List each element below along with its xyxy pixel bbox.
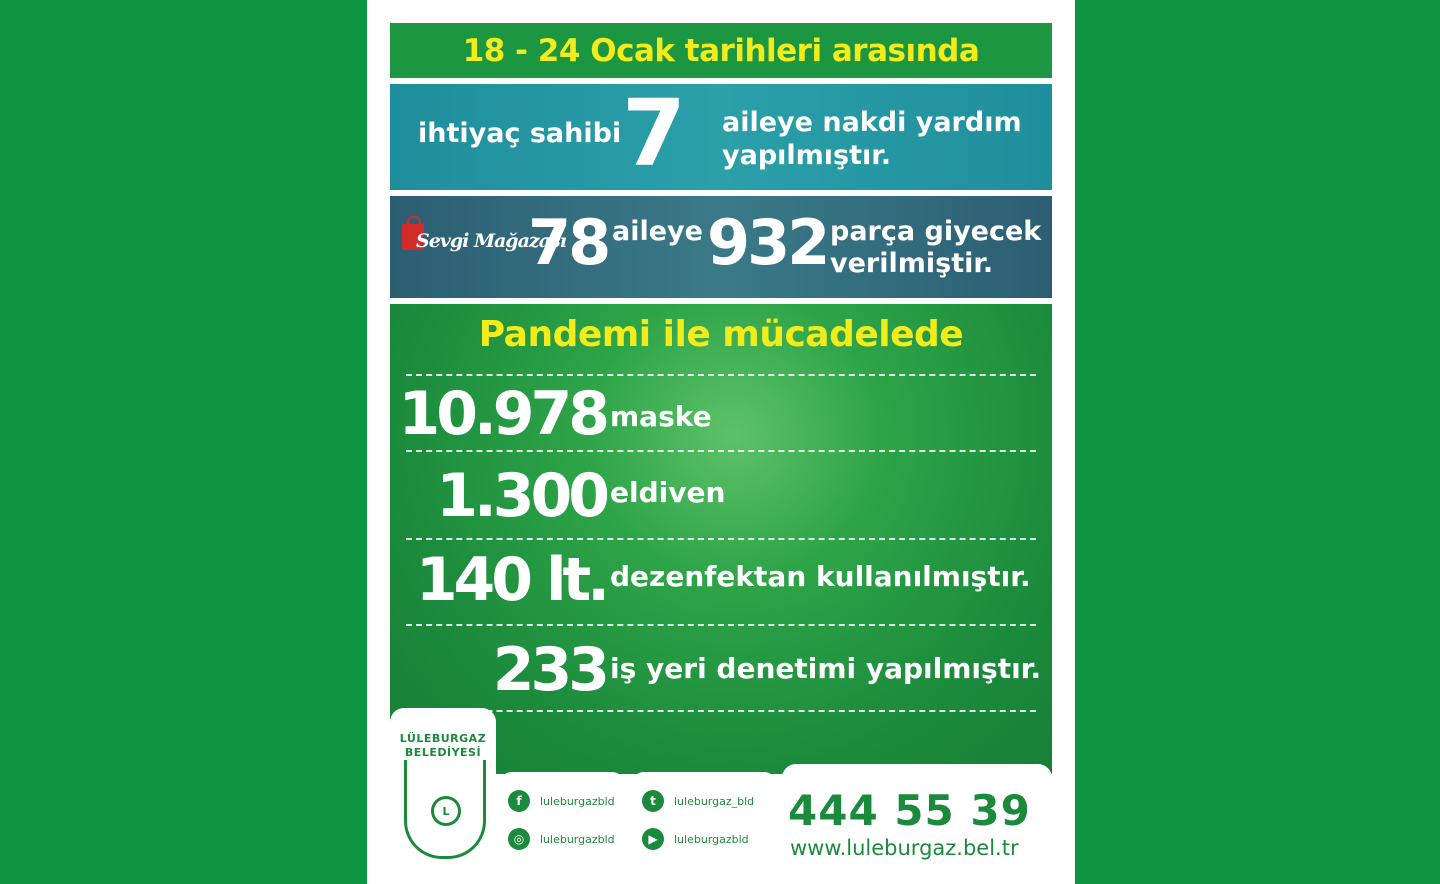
glove-label: eldiven bbox=[610, 476, 726, 509]
store-pieces-count: 932 bbox=[707, 206, 828, 279]
social-card-left bbox=[498, 772, 626, 884]
phone-number[interactable]: 444 55 39 bbox=[788, 786, 1031, 835]
instagram-handle: luleburgazbld bbox=[540, 832, 615, 846]
glove-count: 1.300 bbox=[436, 461, 606, 531]
municipality-emblem-icon bbox=[404, 760, 486, 859]
date-range-header bbox=[390, 23, 1052, 78]
social-youtube[interactable] bbox=[642, 828, 749, 850]
pandemic-title: Pandemi ile mücadelede bbox=[478, 314, 964, 355]
divider bbox=[406, 450, 1036, 452]
pandemic-panel bbox=[390, 304, 1052, 774]
emblem-letter: L bbox=[431, 796, 461, 826]
cash-aid-prefix: ihtiyaç sahibi bbox=[418, 118, 622, 149]
youtube-icon: ▶ bbox=[642, 828, 664, 850]
instagram-icon: ◎ bbox=[508, 828, 530, 850]
mask-count: 10.978 bbox=[398, 379, 606, 449]
cash-aid-description bbox=[722, 106, 1022, 172]
social-card-right bbox=[630, 772, 778, 884]
divider bbox=[406, 374, 1036, 376]
disinfectant-amount: 140 lt. bbox=[415, 545, 606, 615]
facebook-handle: luleburgazbld bbox=[540, 794, 615, 808]
header-title: 18 - 24 Ocak tarihleri arasında bbox=[462, 32, 980, 69]
divider bbox=[406, 624, 1036, 626]
cash-aid-panel bbox=[390, 80, 1052, 190]
divider bbox=[406, 538, 1036, 540]
cash-aid-count: 7 bbox=[622, 80, 687, 187]
facebook-icon: f bbox=[508, 790, 530, 812]
website-link[interactable]: www.luleburgaz.bel.tr bbox=[790, 836, 1019, 860]
store-pieces-label bbox=[830, 216, 1041, 280]
social-facebook[interactable] bbox=[508, 790, 615, 812]
cash-aid-suffix-line1: aileye nakdi yardım bbox=[722, 107, 1022, 138]
store-pieces-label-line2: verilmiştir. bbox=[830, 248, 994, 279]
inspection-count: 233 bbox=[492, 635, 606, 705]
clothing-store-panel bbox=[390, 196, 1052, 298]
footer bbox=[390, 708, 1052, 884]
store-families-count: 78 bbox=[528, 206, 609, 279]
logo-line1: LÜLEBURGAZ bbox=[399, 732, 487, 745]
municipality-logo bbox=[390, 708, 496, 884]
social-twitter[interactable] bbox=[642, 790, 754, 812]
store-logo-text: Sevgi Mağazası bbox=[416, 230, 566, 252]
social-instagram[interactable] bbox=[508, 828, 615, 850]
infographic-poster bbox=[367, 0, 1075, 884]
store-pieces-label-line1: parça giyecek bbox=[830, 216, 1042, 247]
youtube-handle: luleburgazbld bbox=[674, 832, 749, 846]
mask-label: maske bbox=[610, 400, 712, 433]
disinfectant-label: dezenfektan kullanılmıştır. bbox=[610, 560, 1031, 593]
store-families-label: aileye bbox=[612, 216, 703, 247]
twitter-icon: t bbox=[642, 790, 664, 812]
contact-card bbox=[782, 764, 1052, 884]
cash-aid-suffix-line2: yapılmıştır. bbox=[722, 140, 892, 171]
logo-line2: BELEDİYESİ bbox=[404, 746, 482, 759]
inspection-label: iş yeri denetimi yapılmıştır. bbox=[610, 652, 1042, 685]
twitter-handle: luleburgaz_bld bbox=[674, 794, 755, 808]
